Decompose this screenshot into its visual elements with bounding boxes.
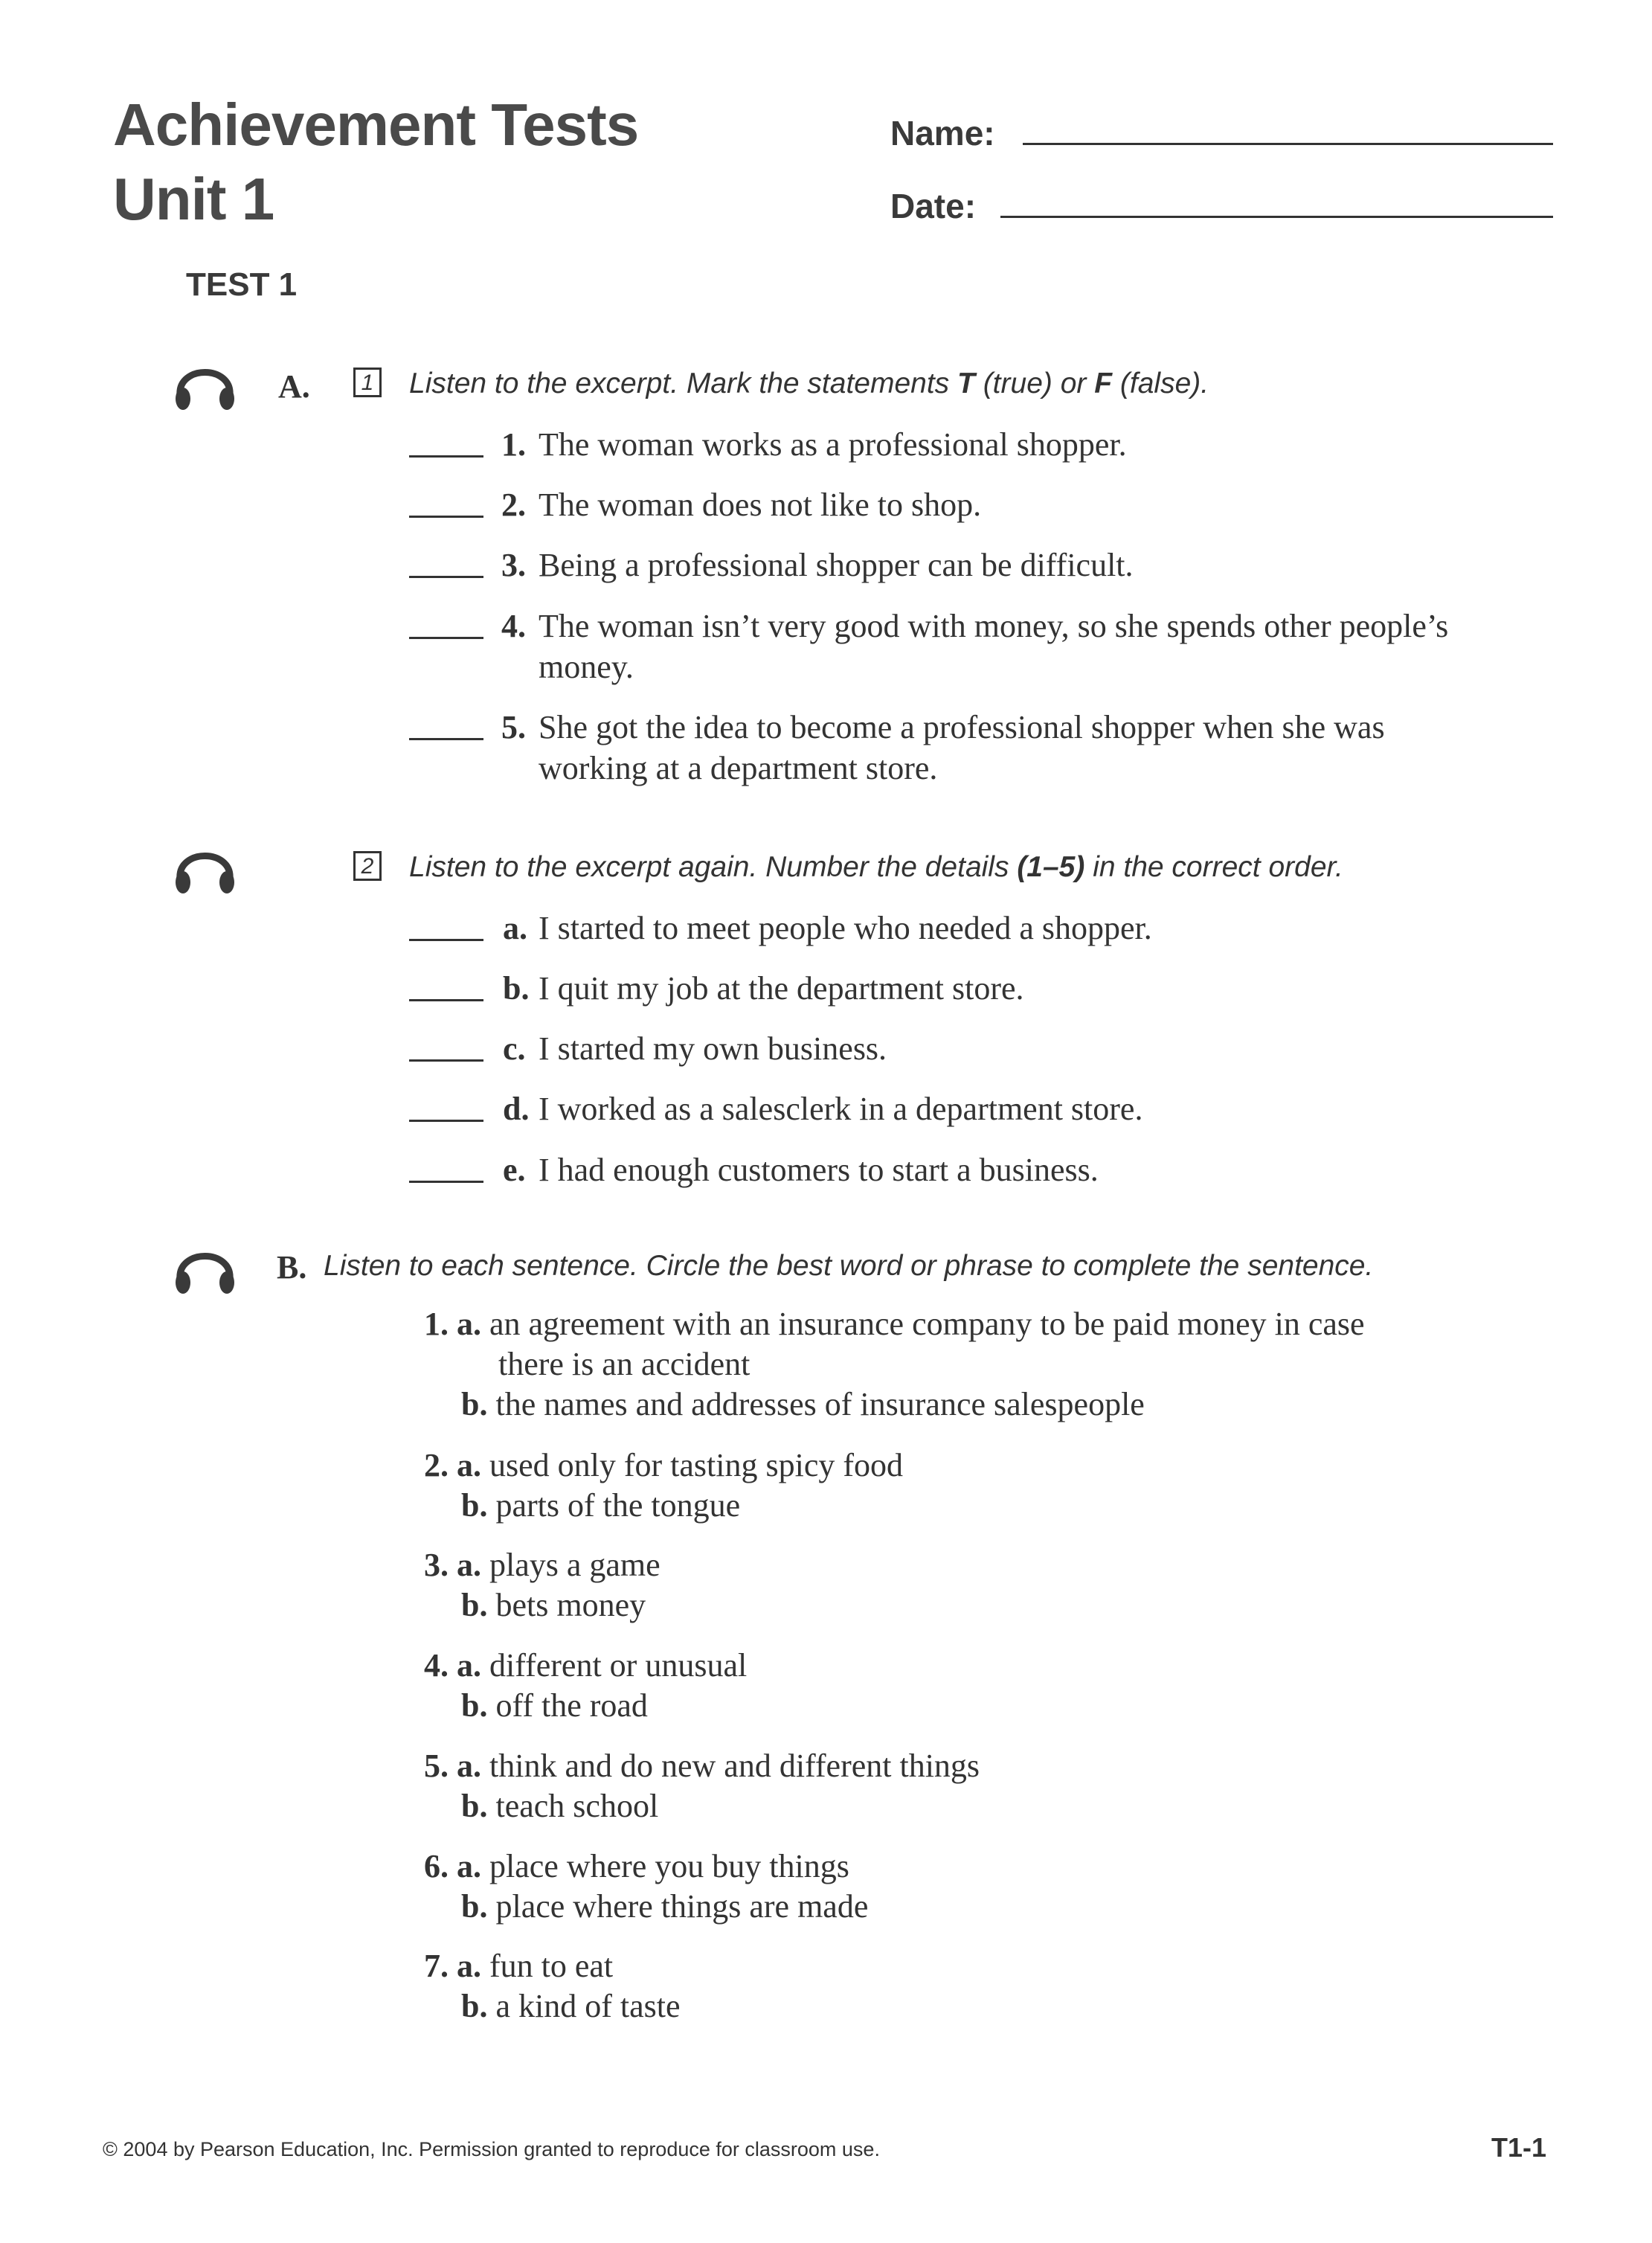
date-field[interactable] — [1000, 216, 1553, 218]
answer-blank[interactable] — [409, 738, 483, 740]
question-item: 4. a. different or unusual — [424, 1647, 748, 1684]
list-item: 3. Being a professional shopper can be difficult. — [501, 547, 1134, 583]
test-label: TEST 1 — [186, 266, 298, 303]
answer-blank[interactable] — [409, 637, 483, 639]
option-b[interactable]: b. parts of the tongue — [461, 1487, 741, 1524]
name-field[interactable] — [1023, 143, 1553, 145]
question-item: 1. a. an agreement with an insurance company to be paid money in case — [424, 1306, 1365, 1342]
date-label: Date: — [890, 187, 977, 225]
list-item: 5. She got the idea to become a professional shopper when she was working at a department store. — [501, 709, 1385, 786]
section-a-letter: A. — [278, 368, 310, 405]
section-a-part1-instruction: Listen to the excerpt. Mark the statements T (true) or F (false). — [409, 368, 1209, 399]
option-b[interactable]: b. place where things are made — [461, 1888, 869, 1925]
list-item: a. I started to meet people who needed a shopper. — [503, 910, 1152, 946]
section-b-letter: B. — [277, 1249, 307, 1286]
answer-blank[interactable] — [409, 1181, 483, 1183]
option-b[interactable]: b. bets money — [461, 1587, 646, 1623]
list-item: 4. The woman isn’t very good with money, so she spends other people’s money. — [501, 608, 1449, 685]
copyright-notice: © 2004 by Pearson Education, Inc. Permission granted to reproduce for classroom use. — [103, 2138, 880, 2160]
option-b[interactable]: b. off the road — [461, 1687, 648, 1724]
answer-blank[interactable] — [409, 516, 483, 518]
question-item: 7. a. fun to eat — [424, 1948, 614, 1984]
title-line-1: Achievement Tests — [113, 92, 639, 158]
list-item: 1. The woman works as a professional shopper. — [501, 426, 1127, 463]
question-item: 6. a. place where you buy things — [424, 1848, 849, 1884]
list-item: 2. The woman does not like to shop. — [501, 487, 982, 523]
list-item: e. I had enough customers to start a business. — [503, 1152, 1099, 1188]
section-b-instruction: Listen to each sentence. Circle the best word or phrase to complete the sentence. — [324, 1250, 1374, 1282]
page-number: T1-1 — [1491, 2132, 1547, 2163]
title-line-2: Unit 1 — [113, 166, 274, 232]
list-item: b. I quit my job at the department store. — [503, 970, 1024, 1007]
answer-blank[interactable] — [409, 455, 483, 458]
answer-blank[interactable] — [409, 576, 483, 578]
answer-blank[interactable] — [409, 999, 483, 1001]
question-item: 3. a. plays a game — [424, 1547, 661, 1583]
list-item: d. I worked as a salesclerk in a department store. — [503, 1091, 1143, 1127]
answer-blank[interactable] — [409, 1120, 483, 1122]
question-item: 5. a. think and do new and different things — [424, 1748, 980, 1784]
option-b[interactable]: b. the names and addresses of insurance salespeople — [461, 1386, 1145, 1422]
headphones-icon — [170, 350, 240, 413]
option-b[interactable]: b. a kind of taste — [461, 1988, 681, 2024]
option-b[interactable]: b. teach school — [461, 1788, 659, 1824]
section-a-part2-instruction: Listen to the excerpt again. Number the details (1–5) in the correct order. — [409, 851, 1343, 883]
answer-blank[interactable] — [409, 939, 483, 941]
exercise-number-box: 1 — [353, 368, 382, 397]
option-a-continued: there is an accident — [498, 1346, 751, 1382]
headphones-icon — [170, 1233, 240, 1297]
name-label: Name: — [890, 114, 995, 153]
question-item: 2. a. used only for tasting spicy food — [424, 1447, 904, 1483]
list-item: c. I started my own business. — [503, 1030, 887, 1067]
headphones-icon — [170, 833, 240, 896]
exercise-number-box: 2 — [353, 851, 382, 881]
answer-blank[interactable] — [409, 1059, 483, 1062]
